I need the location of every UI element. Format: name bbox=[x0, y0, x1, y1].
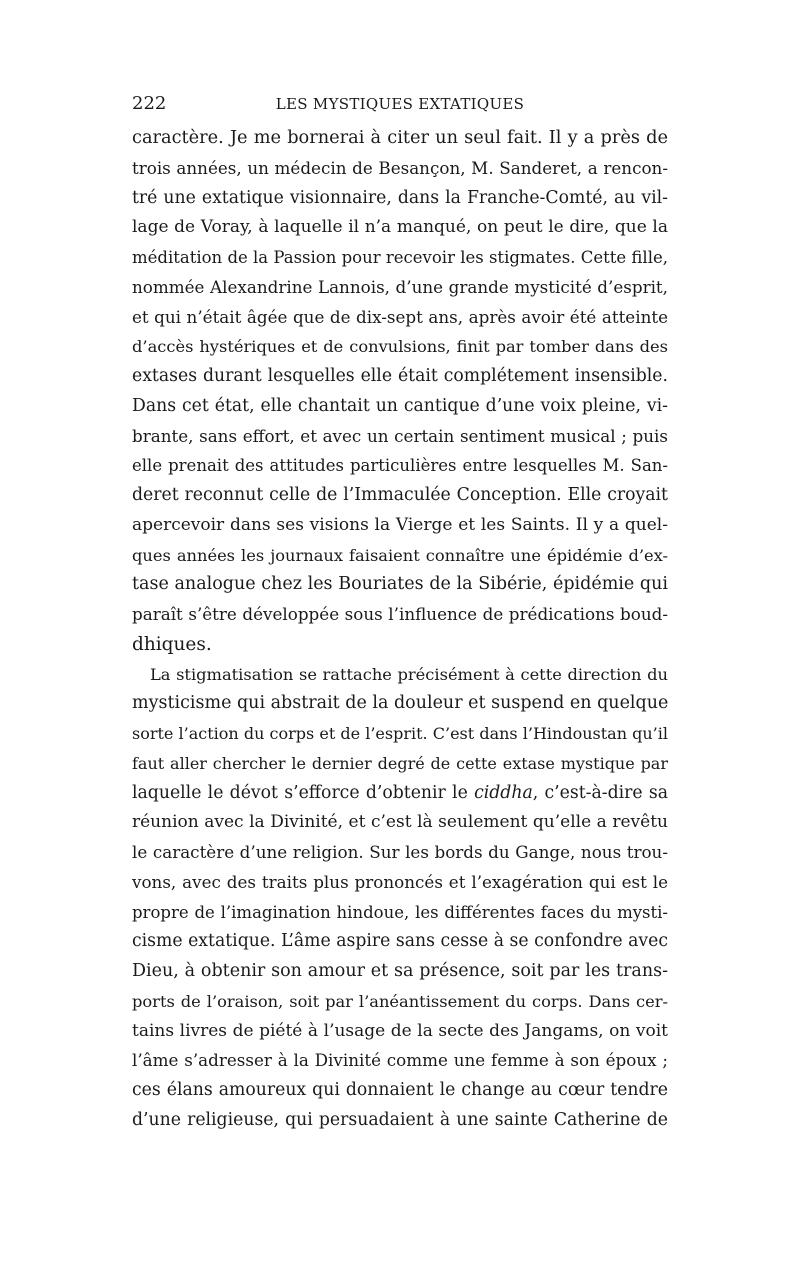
text-line: réunion avec la Divinité, et c’est là seulement qu’elle a revêtu bbox=[132, 812, 668, 833]
text-line: tré une extatique visionnaire, dans la Franche-Comté, au vil- bbox=[132, 187, 668, 208]
body-text bbox=[132, 124, 668, 1136]
text-line: ces élans amoureux qui donnaient le change au cœur tendre bbox=[132, 1080, 668, 1100]
text-line: sorte l’action du corps et de l’esprit. C’est dans l’Hindoustan qu’il bbox=[132, 724, 668, 743]
text-line: dhiques. bbox=[132, 633, 212, 655]
text-line: extases durant lesquelles elle était complétement insensible. bbox=[132, 366, 668, 386]
text-line: nommée Alexandrine Lannois, d’une grande mysticité d’esprit, bbox=[132, 276, 668, 297]
text-line: tase analogue chez les Bouriates de la Sibérie, épidémie qui bbox=[132, 574, 668, 595]
text-line: lage de Voray, à laquelle il n’a manqué, on peut le dire, que la bbox=[132, 217, 668, 238]
text-line: ques années les journaux faisaient connaître une épidémie d’ex- bbox=[132, 545, 668, 565]
text-line: d’accès hystériques et de convulsions, finit par tomber dans des bbox=[132, 337, 668, 357]
text-line: propre de l’imagination hindoue, les différentes faces du mysti- bbox=[132, 902, 668, 922]
text-run: , c’est-à-dire sa bbox=[532, 782, 668, 803]
text-line: La stigmatisation se rattache précisément à cette direction du bbox=[150, 664, 668, 684]
text-line: tains livres de piété à l’usage de la secte des Jangams, on voit bbox=[132, 1020, 668, 1041]
text-line: elle prenait des attitudes particulières entre lesquelles M. San- bbox=[132, 456, 668, 476]
text-line: faut aller chercher le dernier degré de cette extase mystique par bbox=[132, 753, 668, 773]
page-number: 222 bbox=[132, 93, 167, 114]
text-line: l’âme s’adresser à la Divinité comme une femme à son époux ; bbox=[132, 1050, 668, 1071]
text-line: d’une religieuse, qui persuadaient à une sainte Catherine de bbox=[132, 1109, 668, 1130]
text-line: mysticisme qui abstrait de la douleur et suspend en quelque bbox=[132, 693, 668, 714]
text-line: et qui n’était âgée que de dix-sept ans, après avoir été atteinte bbox=[132, 306, 668, 327]
text-line: Dieu, à obtenir son amour et sa présence, soit par les trans- bbox=[132, 961, 668, 981]
text-line-mixed bbox=[132, 779, 668, 809]
italic-term: ciddha bbox=[474, 782, 533, 803]
text-line: méditation de la Passion pour recevoir les stigmates. Cette fille, bbox=[132, 248, 668, 267]
text-line: le caractère d’une religion. Sur les bords du Gange, nous trou- bbox=[132, 842, 668, 862]
text-run: laquelle le dévot s’efforce d’obtenir le bbox=[132, 782, 468, 803]
running-title: LES MYSTIQUES EXTATIQUES bbox=[275, 95, 525, 113]
text-line: vons, avec des traits plus prononcés et l’exagération qui est le bbox=[132, 871, 668, 892]
text-line: caractère. Je me bornerai à citer un seul fait. Il y a près de bbox=[132, 128, 668, 148]
text-line: cisme extatique. L’âme aspire sans cesse à se confondre avec bbox=[132, 931, 668, 952]
text-line: trois années, un médecin de Besançon, M. Sanderet, a rencon- bbox=[132, 157, 668, 178]
text-line: Dans cet état, elle chantait un cantique d’une voix pleine, vi- bbox=[132, 395, 668, 416]
text-line: paraît s’être développée sous l’influence de prédications boud- bbox=[132, 604, 668, 624]
text-line: apercevoir dans ses visions la Vierge et les Saints. Il y a quel- bbox=[132, 514, 668, 535]
text-line: brante, sans effort, et avec un certain sentiment musical ; puis bbox=[132, 425, 668, 446]
text-line: deret reconnut celle de l’Immaculée Conception. Elle croyait bbox=[132, 485, 668, 505]
text-line: ports de l’oraison, soit par l’anéantissement du corps. Dans cer- bbox=[132, 991, 668, 1011]
running-head bbox=[132, 92, 668, 116]
